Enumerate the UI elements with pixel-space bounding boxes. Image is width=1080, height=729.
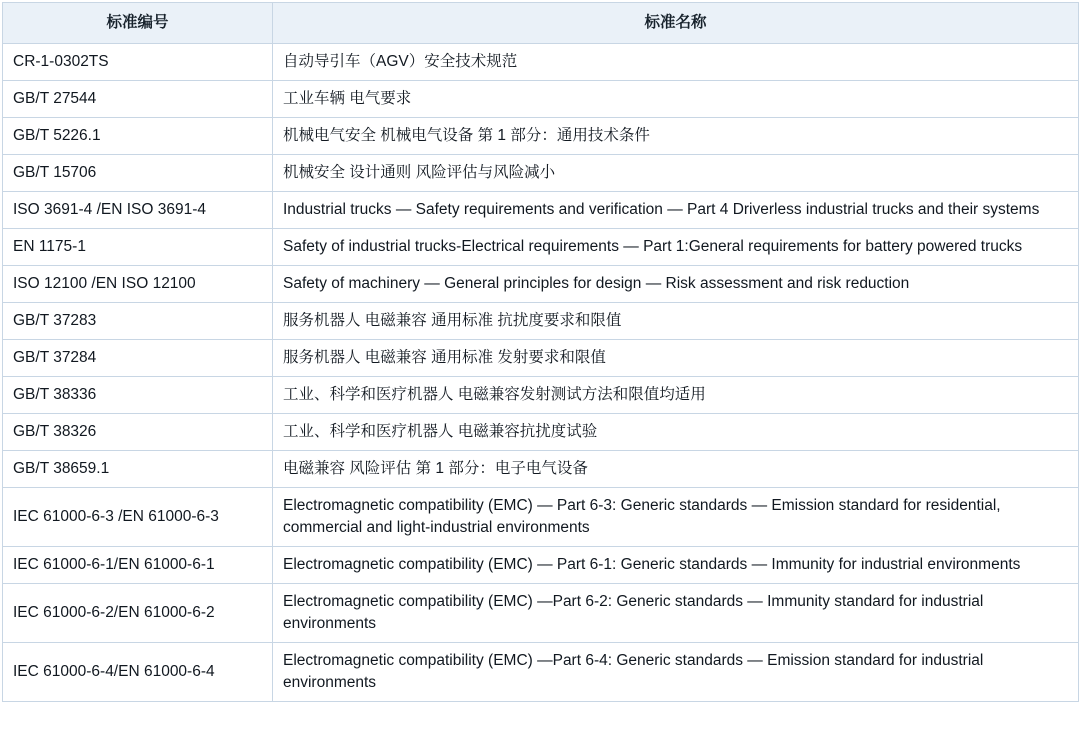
standard-name: 机械电气安全 机械电气设备 第 1 部分：通用技术条件 — [273, 118, 1079, 155]
table-row — [3, 584, 1079, 643]
standard-code: CR-1-0302TS — [3, 44, 273, 81]
table-row — [3, 229, 1079, 266]
table-body — [3, 44, 1079, 702]
column-header-code: 标准编号 — [3, 3, 273, 44]
table-row — [3, 377, 1079, 414]
standard-code: ISO 3691-4 /EN ISO 3691-4 — [3, 192, 273, 229]
standard-code: GB/T 37284 — [3, 340, 273, 377]
table-row — [3, 266, 1079, 303]
standard-name: 服务机器人 电磁兼容 通用标准 发射要求和限值 — [273, 340, 1079, 377]
standard-name: 机械安全 设计通则 风险评估与风险减小 — [273, 155, 1079, 192]
table-row — [3, 118, 1079, 155]
standard-name: 工业、科学和医疗机器人 电磁兼容发射测试方法和限值均适用 — [273, 377, 1079, 414]
standard-code: IEC 61000-6-1/EN 61000-6-1 — [3, 547, 273, 584]
column-header-name: 标准名称 — [273, 3, 1079, 44]
standard-code: GB/T 38326 — [3, 414, 273, 451]
standard-name: Industrial trucks — Safety requirements and verification — Part 4 Driverless industrial trucks and their systems — [273, 192, 1079, 229]
standard-name: Electromagnetic compatibility (EMC) — Part 6-1: Generic standards — Immunity for industrial environments — [273, 547, 1079, 584]
standard-name: Safety of machinery — General principles for design — Risk assessment and risk reduction — [273, 266, 1079, 303]
standard-code: IEC 61000-6-2/EN 61000-6-2 — [3, 584, 273, 643]
table-row — [3, 547, 1079, 584]
standards-table-container — [0, 2, 1080, 702]
standard-code: GB/T 5226.1 — [3, 118, 273, 155]
standard-code: GB/T 38336 — [3, 377, 273, 414]
standard-code: GB/T 27544 — [3, 81, 273, 118]
table-header-row — [3, 3, 1079, 44]
standard-code: IEC 61000-6-4/EN 61000-6-4 — [3, 643, 273, 702]
table-row — [3, 340, 1079, 377]
table-row — [3, 488, 1079, 547]
standard-name: Electromagnetic compatibility (EMC) —Part 6-4: Generic standards — Emission standard for industrial environments — [273, 643, 1079, 702]
standards-table — [2, 2, 1079, 702]
standard-name: 工业、科学和医疗机器人 电磁兼容抗扰度试验 — [273, 414, 1079, 451]
table-header — [3, 3, 1079, 44]
table-row — [3, 303, 1079, 340]
standard-code: EN 1175-1 — [3, 229, 273, 266]
standard-name: 工业车辆 电气要求 — [273, 81, 1079, 118]
standard-name: Electromagnetic compatibility (EMC) —Part 6-2: Generic standards — Immunity standard for industrial environments — [273, 584, 1079, 643]
standard-code: GB/T 37283 — [3, 303, 273, 340]
standard-name: Electromagnetic compatibility (EMC) — Part 6-3: Generic standards — Emission standard for residential, commercial and light-industrial environments — [273, 488, 1079, 547]
standard-code: GB/T 15706 — [3, 155, 273, 192]
standard-name: Safety of industrial trucks-Electrical requirements — Part 1:General requirements for battery powered trucks — [273, 229, 1079, 266]
table-row — [3, 451, 1079, 488]
table-row — [3, 414, 1079, 451]
standard-code: IEC 61000-6-3 /EN 61000-6-3 — [3, 488, 273, 547]
table-row — [3, 81, 1079, 118]
table-row — [3, 192, 1079, 229]
table-row — [3, 44, 1079, 81]
standard-name: 服务机器人 电磁兼容 通用标准 抗扰度要求和限值 — [273, 303, 1079, 340]
table-row — [3, 643, 1079, 702]
standard-name: 自动导引车（AGV）安全技术规范 — [273, 44, 1079, 81]
standard-code: GB/T 38659.1 — [3, 451, 273, 488]
table-row — [3, 155, 1079, 192]
standard-code: ISO 12100 /EN ISO 12100 — [3, 266, 273, 303]
standard-name: 电磁兼容 风险评估 第 1 部分：电子电气设备 — [273, 451, 1079, 488]
